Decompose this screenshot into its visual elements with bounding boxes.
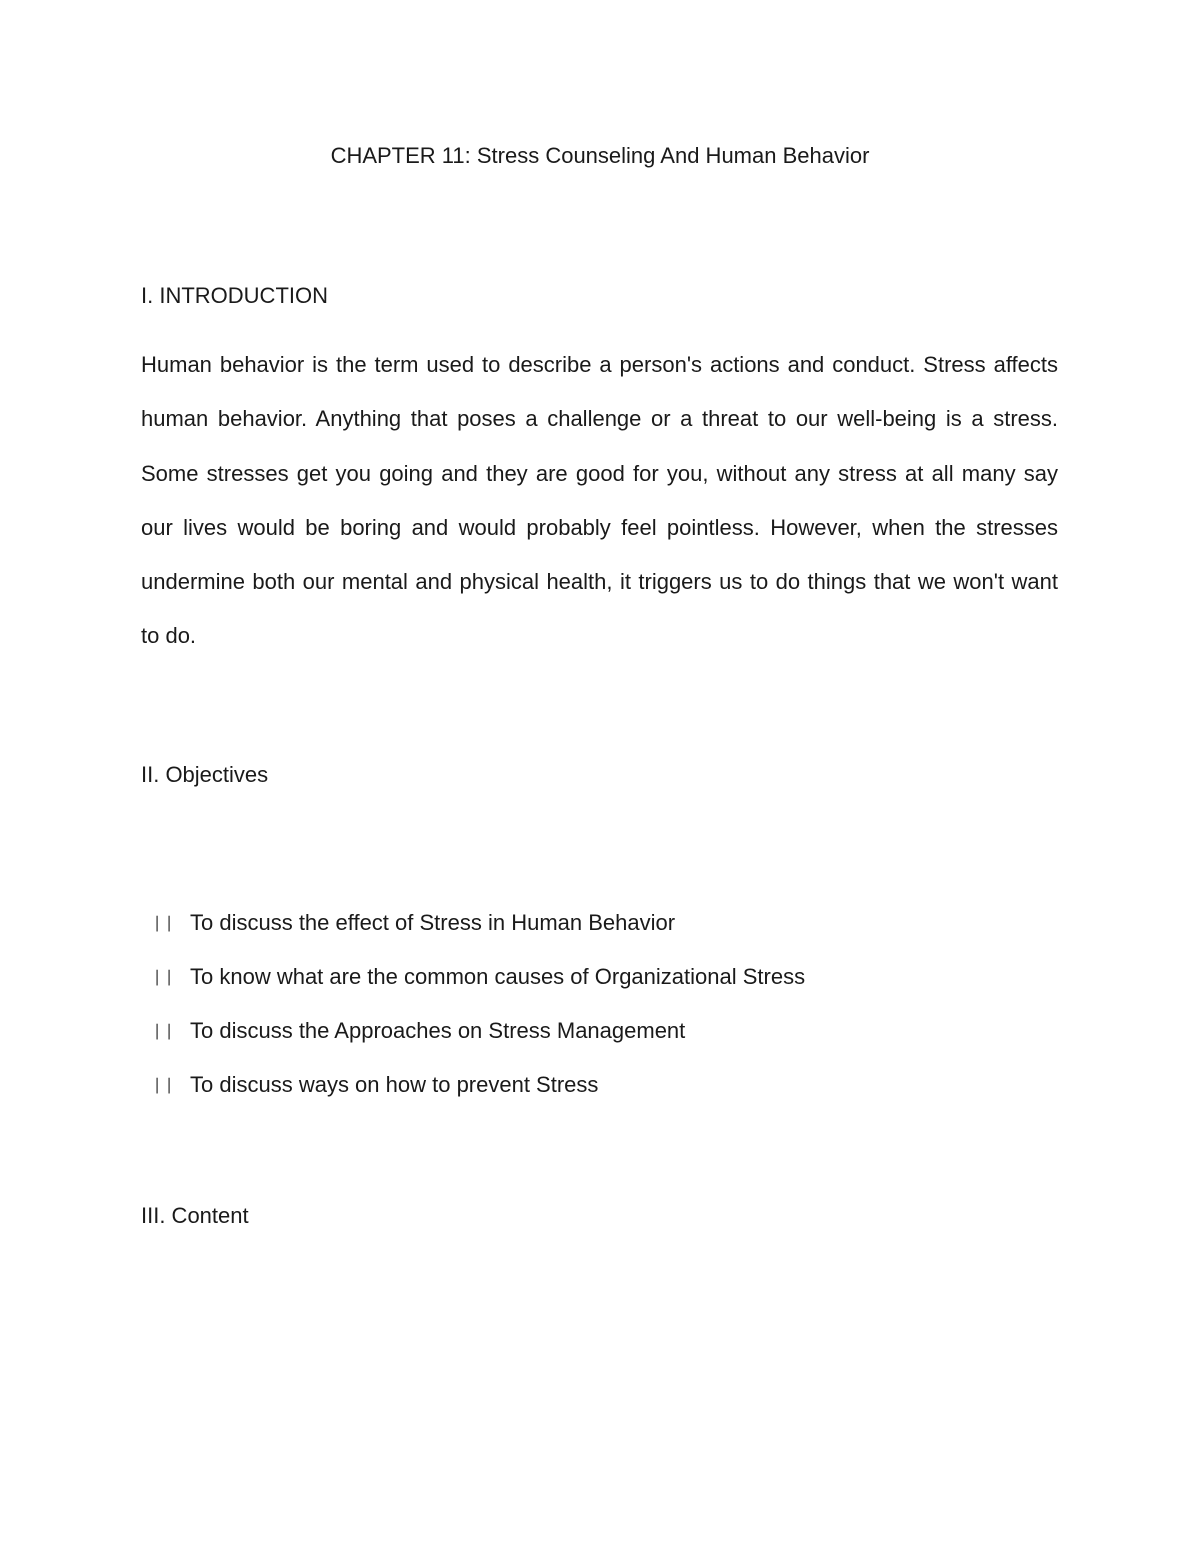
list-item bbox=[141, 1058, 1058, 1112]
chapter-title: CHAPTER 11: Stress Counseling And Human Behavior bbox=[330, 143, 870, 168]
list-item bbox=[141, 1004, 1058, 1058]
introduction-paragraph: Human behavior is the term used to describe a person's actions and conduct. Stress affects human behavior. Anything that poses a challenge or a threat to our well-being is a stress. Some stresses get you going and they are good for you, without any stress at all many say our lives would be boring and would probably feel pointless. However, when the stresses undermine both our mental and physical health, it triggers us to do things that we won't want to do. bbox=[141, 352, 1058, 649]
bullet-icon: ∣∣ bbox=[153, 1023, 177, 1040]
objective-text: To discuss the effect of Stress in Human Behavior bbox=[190, 910, 676, 935]
objectives-list bbox=[141, 896, 1058, 1112]
content-heading: III. Content bbox=[141, 1203, 249, 1228]
objective-text: To know what are the common causes of Organizational Stress bbox=[190, 964, 806, 989]
bullet-icon: ∣∣ bbox=[153, 1077, 177, 1094]
objective-text: To discuss ways on how to prevent Stress bbox=[190, 1072, 599, 1097]
bullet-icon: ∣∣ bbox=[153, 915, 177, 932]
objectives-heading: II. Objectives bbox=[141, 762, 269, 787]
objective-text: To discuss the Approaches on Stress Management bbox=[190, 1018, 686, 1043]
bullet-icon: ∣∣ bbox=[153, 969, 177, 986]
list-item bbox=[141, 896, 1058, 950]
list-item bbox=[141, 950, 1058, 1004]
introduction-heading: I. INTRODUCTION bbox=[141, 283, 328, 308]
